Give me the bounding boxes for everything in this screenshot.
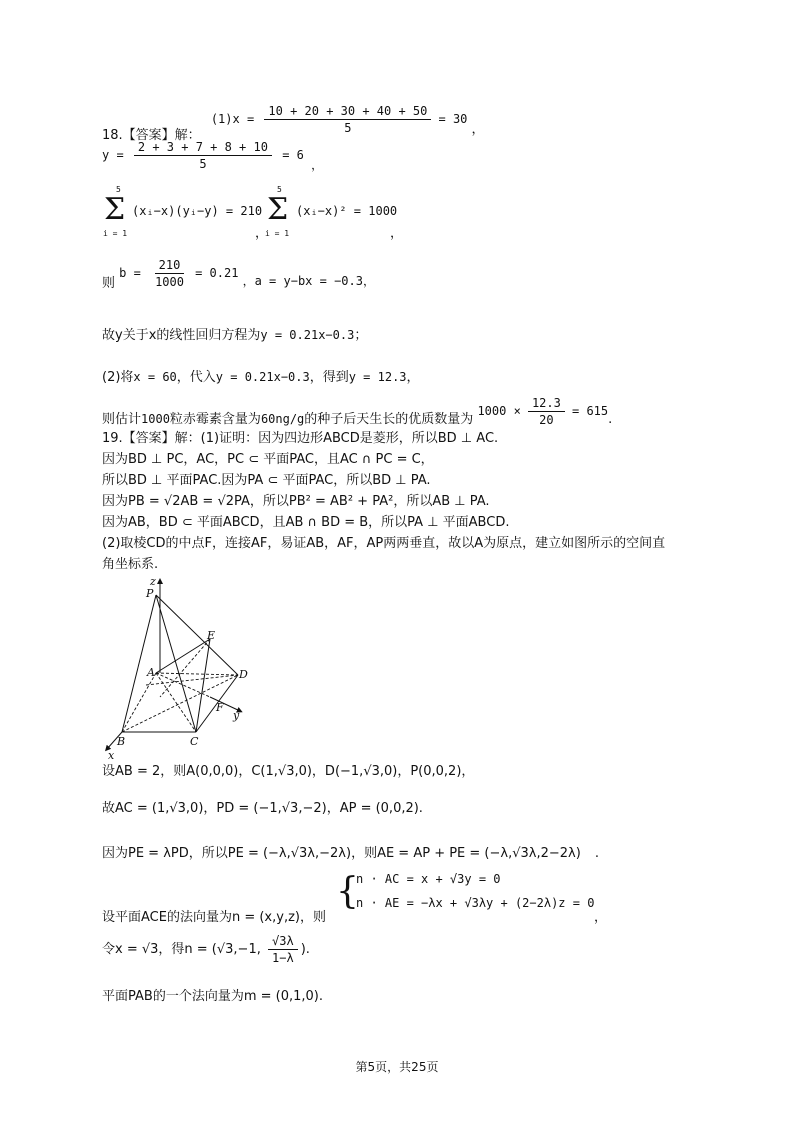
pyramid-figure xyxy=(100,575,260,760)
label-P: P xyxy=(146,587,154,600)
sum1-expression: (xᵢ−x)(yᵢ−y) = 210 xyxy=(132,204,263,218)
p2-d: y = 0.21x−0.3 xyxy=(215,370,310,384)
est-fraction xyxy=(528,396,565,427)
est-g: = 615 xyxy=(572,404,609,418)
q19-l12-a: 令x = √3，得n = (√3,−1, xyxy=(102,942,261,957)
regression-line xyxy=(102,326,367,345)
label-x: x xyxy=(108,749,115,760)
q19-line10 xyxy=(102,842,599,861)
est-numerator: 12.3 xyxy=(528,396,565,412)
est-a: 则估计 xyxy=(102,412,142,427)
q18-label: 18.【答案】解： xyxy=(102,128,201,143)
estimate-line xyxy=(102,396,612,427)
q19-l12-b: ). xyxy=(300,942,310,957)
q19-line8: 设AB = 2，则A(0,0,0)，C(1,√3,0)，D(−1,√3,0)，P(0,0,2)， xyxy=(102,764,475,779)
comma: ， xyxy=(471,122,485,137)
q18-line1 xyxy=(102,104,485,143)
xbar-eq: (1)x = xyxy=(210,112,262,126)
q18-b-line xyxy=(102,258,375,289)
xbar-numerator: 10 + 20 + 30 + 40 + 50 xyxy=(264,104,431,120)
q19-line11 xyxy=(102,906,326,925)
a-eq: ，a = y−bx = −0.3， xyxy=(242,274,375,288)
system-brace: { xyxy=(336,871,359,912)
p2-f: y = 12.3 xyxy=(348,370,407,384)
p2-e: ，得到 xyxy=(309,370,349,385)
ybar-eq: y = xyxy=(102,148,131,162)
part2-line xyxy=(102,368,420,387)
q19-line9: 故AC = (1,√3,0)，PD = (−1,√3,−2)，AP = (0,0,2). xyxy=(102,801,423,816)
page-footer: 第5页，共25页 xyxy=(355,1060,439,1074)
ybar-numerator: 2 + 3 + 7 + 8 + 10 xyxy=(134,140,272,156)
q19-line12 xyxy=(102,934,310,965)
xbar-fraction xyxy=(264,104,431,135)
est-end: . xyxy=(608,412,613,427)
label-y: y xyxy=(233,709,240,722)
sigma-1: Σ xyxy=(104,192,126,227)
ybar-denominator: 5 xyxy=(199,157,207,171)
ybar-result: = 6 xyxy=(282,148,304,162)
sum2-expression: (xᵢ−x)² = 1000 xyxy=(296,204,398,218)
xbar-denominator: 5 xyxy=(344,121,352,135)
q19-line7: 角坐标系. xyxy=(102,557,159,572)
q19-l11-text: 设平面ACE的法向量为n = (x,y,z)，则 xyxy=(102,910,326,925)
est-b: 1000 xyxy=(141,412,170,426)
comma: ， xyxy=(390,226,404,241)
label-F: F xyxy=(216,701,224,714)
system-end: ， xyxy=(594,910,608,925)
q19-line2: 因为BD ⊥ PC，AC，PC ⊂ 平面PAC，且AC ∩ PC = C， xyxy=(102,452,434,467)
est-e: 的种子后天生长的优质数量为 xyxy=(304,412,474,427)
sum2-top: 5 xyxy=(277,185,282,194)
xbar-result: = 30 xyxy=(438,112,468,126)
reg-eq: y = 0.21x−0.3 xyxy=(260,328,355,342)
system-eq1: n · AC = x + √3y = 0 xyxy=(356,872,501,886)
system-eq2: n · AE = −λx + √3λy + (2−2λ)z = 0 xyxy=(356,896,595,910)
reg-end: ； xyxy=(354,328,368,343)
est-c: 粒赤霉素含量为 xyxy=(169,412,261,427)
q18-line2 xyxy=(102,140,323,171)
l12-numerator: √3λ xyxy=(268,934,298,950)
q19-line1: 19.【答案】解：(1)证明：因为四边形ABCD是菱形，所以BD ⊥ AC. xyxy=(102,431,499,446)
p2-g: ， xyxy=(406,370,420,385)
b-eq: b = xyxy=(119,266,149,280)
b-numerator: 210 xyxy=(155,258,185,274)
est-f: 1000 × xyxy=(477,404,521,418)
l12-fraction xyxy=(268,934,298,965)
q19-l10-text: 因为PE = λPD，所以PE = (−λ,√3λ,−2λ)，则AE = AP + PE = (−λ,√3λ,2−2λ) xyxy=(102,846,581,861)
reg-text: 故y关于x的线性回归方程为 xyxy=(102,328,261,343)
b-denominator: 1000 xyxy=(155,275,184,289)
est-denominator: 20 xyxy=(539,413,554,427)
q19-line13: 平面PAB的一个法向量为m = (0,1,0). xyxy=(102,989,323,1004)
l12-denominator: 1−λ xyxy=(272,951,294,965)
est-d: 60ng/g xyxy=(260,412,305,426)
q19-line3: 所以BD ⊥ 平面PAC.因为PA ⊂ 平面PAC，所以BD ⊥ PA. xyxy=(102,473,431,488)
ybar-fraction xyxy=(134,140,272,171)
q19-line6: (2)取棱CD的中点F，连接AF，易证AB，AF，AP两两垂直，故以A为原点，建立如图所示的空间直 xyxy=(102,536,666,551)
p2-b: x = 60 xyxy=(133,370,177,384)
sum1-top: 5 xyxy=(116,185,121,194)
b-prefix: 则 xyxy=(102,276,116,291)
q19-line5: 因为AB，BD ⊂ 平面ABCD，且AB ∩ BD = B，所以PA ⊥ 平面ABCD. xyxy=(102,515,510,530)
q19-line4: 因为PB = √2AB = √2PA，所以PB² = AB² + PA²，所以AB ⊥ PA. xyxy=(102,494,490,509)
label-C: C xyxy=(190,735,199,748)
comma: ， xyxy=(311,158,324,172)
label-A: A xyxy=(147,666,155,679)
label-B: B xyxy=(117,735,126,748)
p2-a: (2)将 xyxy=(102,370,134,385)
label-z: z xyxy=(150,575,156,588)
sigma-2: Σ xyxy=(267,192,289,227)
comma: ， xyxy=(255,226,269,241)
p2-c: ，代入 xyxy=(176,370,216,385)
label-E: E xyxy=(207,629,216,642)
q19-l10-end: . xyxy=(594,846,599,861)
b-fraction xyxy=(151,258,188,289)
label-D: D xyxy=(239,668,248,681)
b-result: = 0.21 xyxy=(195,266,239,280)
sum2-bottom: i = 1 xyxy=(265,229,290,238)
sum1-bottom: i = 1 xyxy=(103,229,128,238)
